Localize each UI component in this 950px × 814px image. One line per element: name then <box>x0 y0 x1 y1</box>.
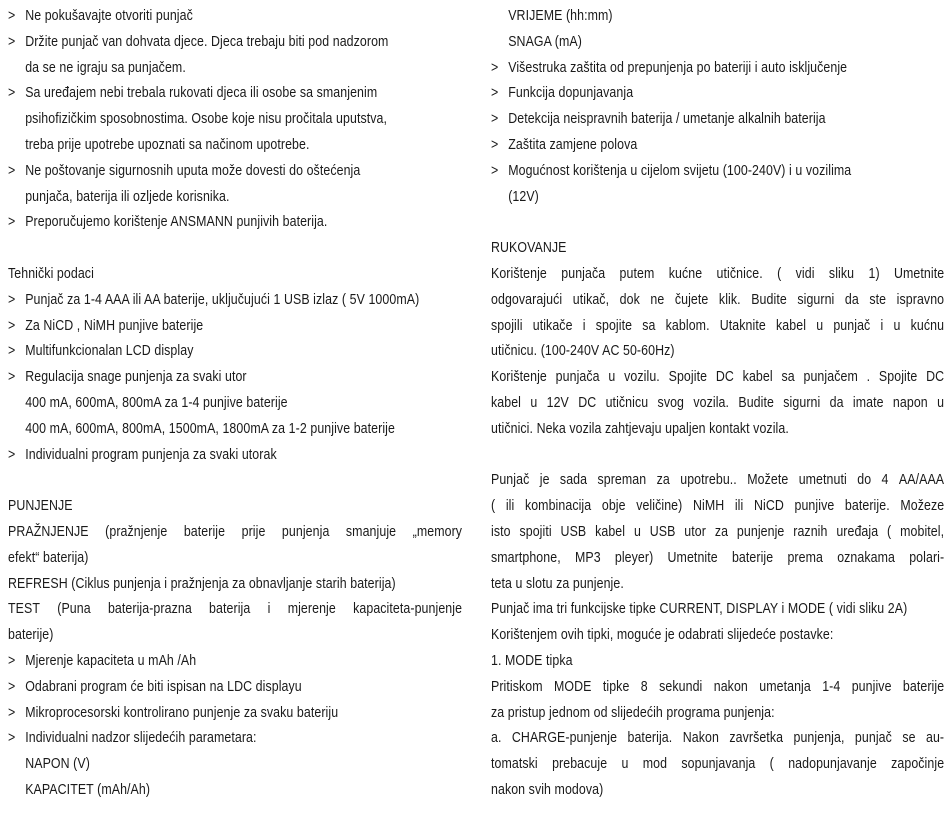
list-item-continuation: punjača, baterija ili ozljede korisnika. <box>25 188 230 205</box>
text-line: smartphone, MP3 pleyer) Umetnite baterije prema oznakama polari- <box>491 549 945 566</box>
text-line: teta u slotu za punjenje. <box>491 575 624 592</box>
text-line: spojili utikače i spojite sa kablom. Utaknite kabel u punjač i u kućnu <box>491 317 945 334</box>
text-line: 1. MODE tipka <box>491 652 573 669</box>
text-line: Korištenje punjača putem kućne utičnice. ( vidi sliku 1) Umetnite <box>491 265 945 282</box>
list-item: > Mjerenje kapaciteta u mAh /Ah <box>8 652 197 669</box>
ready-paragraph <box>491 468 944 803</box>
list-item: > Individualni nadzor slijedećih parametara: <box>8 730 257 747</box>
text-line: Punjač ima tri funkcijske tipke CURRENT, DISPLAY i MODE ( vidi sliku 2A) <box>491 601 908 618</box>
list-item: > Sa uređajem nebi trebala rukovati djeca ili osobe sa smanjenim <box>8 85 378 102</box>
list-item: > Zaštita zamjene polova <box>491 136 638 153</box>
text-line: za pristup jednom od slijedećih programa punjenja: <box>491 704 775 721</box>
list-item: > Detekcija neispravnih baterija / umetanje alkalnih baterija <box>491 111 826 128</box>
text-line: utičnici. Neka vozila zahtjevaju upaljen kontakt vozila. <box>491 420 789 437</box>
list-item: > Mikroprocesorski kontrolirano punjenje za svaku bateriju <box>8 704 339 721</box>
left-column <box>8 4 462 804</box>
mode-line: TEST (Puna baterija-prazna baterija i mjerenje kapaciteta-punjenje <box>8 601 463 618</box>
features-list <box>8 649 462 804</box>
mode-line: baterije) <box>8 627 54 644</box>
list-item-continuation: da se ne igraju sa punjačem. <box>25 59 186 76</box>
list-item-continuation: 400 mA, 600mA, 800mA za 1-4 punjive baterije <box>25 394 288 411</box>
list-item: > Za NiCD , NiMH punjive baterije <box>8 317 204 334</box>
list-item: > Punjač za 1-4 AAA ili AA baterije, uključujući 1 USB izlaz ( 5V 1000mA) <box>8 291 420 308</box>
text-line: a. CHARGE-punjenje baterija. Nakon završetka punjenja, punjač se au- <box>491 730 945 747</box>
text-line: Korištenjem ovih tipki, moguće je odabrati slijedeće postavke: <box>491 627 834 644</box>
list-item: > Držite punjač van dohvata djece. Djeca trebaju biti pod nadzorom <box>8 33 389 50</box>
list-item: > Preporučujemo korištenje ANSMANN punjivih baterija. <box>8 214 328 231</box>
handling-heading: RUKOVANJE <box>491 240 567 257</box>
tech-list <box>8 288 462 469</box>
list-item: > Multifunkcionalan LCD display <box>8 343 194 360</box>
list-item-continuation: 400 mA, 600mA, 800mA, 1500mA, 1800mA za 1-2 punjive baterije <box>25 420 395 437</box>
list-item: > Funkcija dopunjavanja <box>491 85 634 102</box>
list-item-continuation: treba prije upotrebe upoznati sa načinom upotrebe. <box>25 136 310 153</box>
text-line: tomatski prebacuje u mod sopunjavanja ( nadopunjavanje započinje <box>491 756 945 773</box>
list-item: > Ne poštovanje sigurnosnih uputa može dovesti do oštećenja <box>8 162 361 179</box>
text-line: isto spojiti USB kabel u USB utor za punjenje raznih uređaja ( mobitel, <box>491 523 945 540</box>
param-line: SNAGA (mA) <box>508 33 582 50</box>
text-line: kabel u 12V DC utičnicu svog vozila. Budite sigurni da imate napon u <box>491 394 945 411</box>
list-item-continuation: NAPON (V) <box>25 756 90 773</box>
tech-heading: Tehnički podaci <box>8 265 94 282</box>
text-line: Pritiskom MODE tipke 8 sekundi nakon umetanja 1-4 punjive baterije <box>491 678 945 695</box>
right-column <box>491 4 944 804</box>
list-item: > Regulacija snage punjenja za svaki utor <box>8 369 247 386</box>
list-item-continuation: (12V) <box>508 188 539 205</box>
modes-block <box>8 520 462 649</box>
list-item-continuation: psihofizičkim sposobnostima. Osobe koje nisu pročitala uputstva, <box>25 111 388 128</box>
mode-line: PRAŽNJENJE (pražnjenje baterije prije punjenja smanjuje „memory <box>8 523 463 540</box>
text-line: odgovarajući utikač, dok ne čujete klik. Budite sigurni da ste ispravno <box>491 291 945 308</box>
list-item: > Mogućnost korištenja u cijelom svijetu (100-240V) i u vozilima <box>491 162 852 179</box>
list-item: > Individualni program punjenja za svaki utorak <box>8 446 277 463</box>
text-line: utičnicu. (100-240V AC 50-60Hz) <box>491 343 675 360</box>
param-line: VRIJEME (hh:mm) <box>508 8 613 24</box>
text-line: Punjač je sada spreman za upotrebu.. Možete umetnuti do 4 AA/AAA <box>491 472 945 489</box>
charging-heading: PUNJENJE <box>8 498 73 515</box>
handling-paragraph <box>491 262 944 443</box>
list-item: > Ne pokušavajte otvoriti punjač <box>8 8 193 24</box>
text-line: ( ili kombinacija obje veličine) NiMH ili NiCD punjive baterije. Možeze <box>491 498 945 515</box>
mode-line: REFRESH (Ciklus punjenja i pražnjenja za obnavljanje starih baterija) <box>8 575 396 592</box>
list-item: > Višestruka zaštita od prepunjenja po bateriji i auto isključenje <box>491 59 848 76</box>
right-features-list <box>491 56 944 211</box>
safety-list <box>8 4 462 236</box>
list-item: > Odabrani program će biti ispisan na LDC displayu <box>8 678 302 695</box>
text-line: Korištenje punjača u vozilu. Spojite DC kabel sa punjačem . Spojite DC <box>491 369 945 386</box>
mode-line: efekt“ baterija) <box>8 549 89 566</box>
text-line: nakon svih modova) <box>491 781 604 798</box>
list-item-continuation: KAPACITET (mAh/Ah) <box>25 781 151 798</box>
